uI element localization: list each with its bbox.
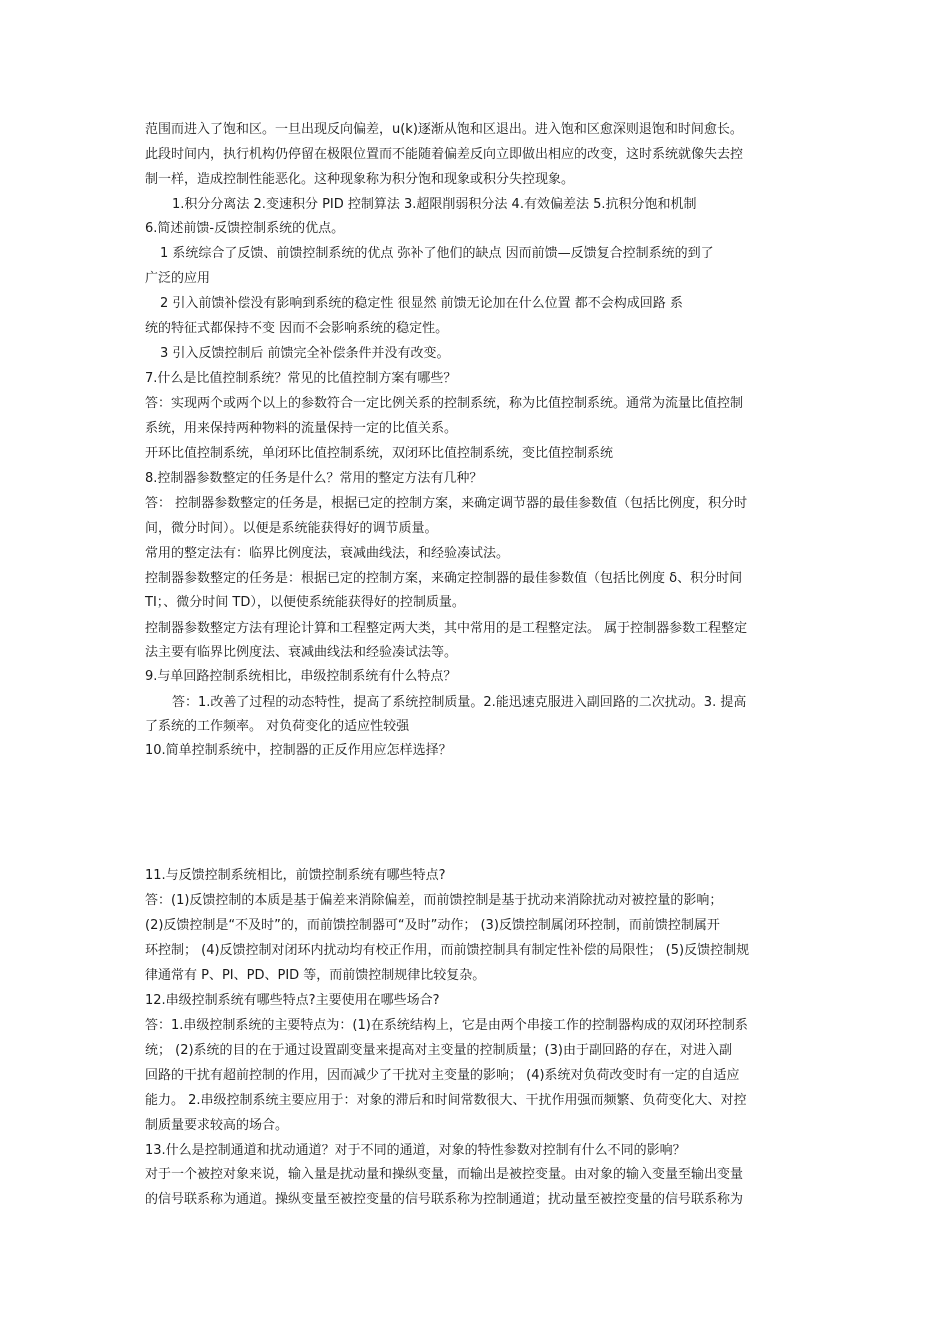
text-line: 答：1.改善了过程的动态特性，提高了系统控制质量。2.能迅速克服进入副回路的二次扰动。3. 提高	[172, 695, 747, 710]
text-line: 制一样，造成控制性能恶化。这种现象称为积分饱和现象或积分失控现象。	[145, 172, 575, 187]
text-line: 系统，用来保持两种物料的流量保持一定的比值关系。	[145, 421, 458, 436]
question-heading: 12.串级控制系统有哪些特点?主要使用在哪些场合?	[145, 993, 440, 1008]
text-line: 1.积分分离法 2.变速积分 PID 控制算法 3.超限削弱积分法 4.有效偏差法 5.抗积分饱和机制	[172, 197, 697, 212]
text-line: 的信号联系称为通道。操纵变量至被控变量的信号联系称为控制通道；扰动量至被控变量的信号联系称为	[145, 1192, 744, 1207]
text-line: 答：实现两个或两个以上的参数符合一定比例关系的控制系统，称为比值控制系统。通常为流量比值控制	[145, 396, 744, 411]
text-line: 回路的干扰有超前控制的作用，因而减少了干扰对主变量的影响； (4)系统对负荷改变时有一定的自适应	[145, 1068, 740, 1083]
text-line: 2 引入前馈补偿没有影响到系统的稳定性 很显然 前馈无论加在什么位置 都不会构成回路 系	[160, 296, 683, 311]
text-line: 范围而进入了饱和区。一旦出现反向偏差，u(k)逐渐从饱和区退出。进入饱和区愈深则退饱和时间愈长。	[145, 122, 743, 137]
text-line: 律通常有 P、PI、PD、PID 等，而前馈控制规律比较复杂。	[145, 968, 486, 983]
text-line: 能力。 2.串级控制系统主要应用于：对象的滞后和时间常数很大、干扰作用强而频繁、负荷变化大、对控	[145, 1093, 747, 1108]
text-line: 对于一个被控对象来说，输入量是扰动量和操纵变量，而输出是被控变量。由对象的输入变量至输出变量	[145, 1167, 744, 1182]
text-line: 1 系统综合了反馈、前馈控制系统的优点 弥补了他们的缺点 因而前馈—反馈复合控制系统的到了	[160, 246, 714, 261]
text-line: 答：1.串级控制系统的主要特点为：(1)在系统结构上，它是由两个串接工作的控制器构成的双闭环控制系	[145, 1018, 748, 1033]
text-line: 3 引入反馈控制后 前馈完全补偿条件并没有改变。	[160, 346, 450, 361]
text-line: 开环比值控制系统，单闭环比值控制系统，双闭环比值控制系统，变比值控制系统	[145, 446, 614, 461]
text-line: 间，微分时间）。以便是系统能获得好的调节质量。	[145, 521, 438, 536]
question-heading: 7.什么是比值控制系统？常见的比值控制方案有哪些？	[145, 371, 457, 386]
text-line: 统； (2)系统的目的在于通过设置副变量来提高对主变量的控制质量；(3)由于副回路的存在，对进入副	[145, 1043, 732, 1058]
text-line: 法主要有临界比例度法、衰减曲线法和经验凑试法等。	[145, 645, 458, 660]
question-heading: 8.控制器参数整定的任务是什么？常用的整定方法有几种？	[145, 471, 483, 486]
question-heading: 11.与反馈控制系统相比，前馈控制系统有哪些特点?	[145, 868, 446, 883]
text-line: 控制器参数整定的任务是：根据已定的控制方案，来确定控制器的最佳参数值（包括比例度 δ、积分时间	[145, 571, 743, 586]
question-heading: 10.简单控制系统中，控制器的正反作用应怎样选择？	[145, 743, 452, 758]
question-heading: 9.与单回路控制系统相比，串级控制系统有什么特点？	[145, 669, 457, 684]
text-line: 广泛的应用	[145, 271, 211, 286]
text-line: 控制器参数整定方法有理论计算和工程整定两大类，其中常用的是工程整定法。 属于控制器参数工程整定	[145, 621, 748, 636]
text-line: 常用的整定法有：临界比例度法，衰减曲线法，和经验凑试法。	[145, 546, 510, 561]
question-heading: 6.简述前馈-反馈控制系统的优点。	[145, 221, 345, 236]
text-line: 了系统的工作频率。 对负荷变化的适应性较强	[145, 719, 410, 734]
text-line: 环控制； (4)反馈控制对闭环内扰动均有校正作用，而前馈控制具有制定性补偿的局限性； (5)反馈控制规	[145, 943, 750, 958]
question-heading: 13.什么是控制通道和扰动通道？对于不同的通道，对象的特性参数对控制有什么不同的影响？	[145, 1143, 686, 1158]
text-line: 答：(1)反馈控制的本质是基于偏差来消除偏差，而前馈控制是基于扰动来消除扰动对被控量的影响；	[145, 893, 723, 908]
text-line: TI；、微分时间 TD），以便使系统能获得好的控制质量。	[145, 595, 465, 610]
text-line: 答： 控制器参数整定的任务是，根据已定的控制方案，来确定调节器的最佳参数值（包括比例度，积分时	[145, 496, 748, 511]
text-line: 制质量要求较高的场合。	[145, 1118, 289, 1133]
text-line: 此段时间内，执行机构仍停留在极限位置而不能随着偏差反向立即做出相应的改变，这时系统就像失去控	[145, 147, 744, 162]
text-line: 统的特征式都保持不变 因而不会影响系统的稳定性。	[145, 321, 449, 336]
text-line: (2)反馈控制是“不及时”的，而前馈控制器可“及时”动作； (3)反馈控制属闭环控制，而前馈控制属开	[145, 918, 720, 933]
